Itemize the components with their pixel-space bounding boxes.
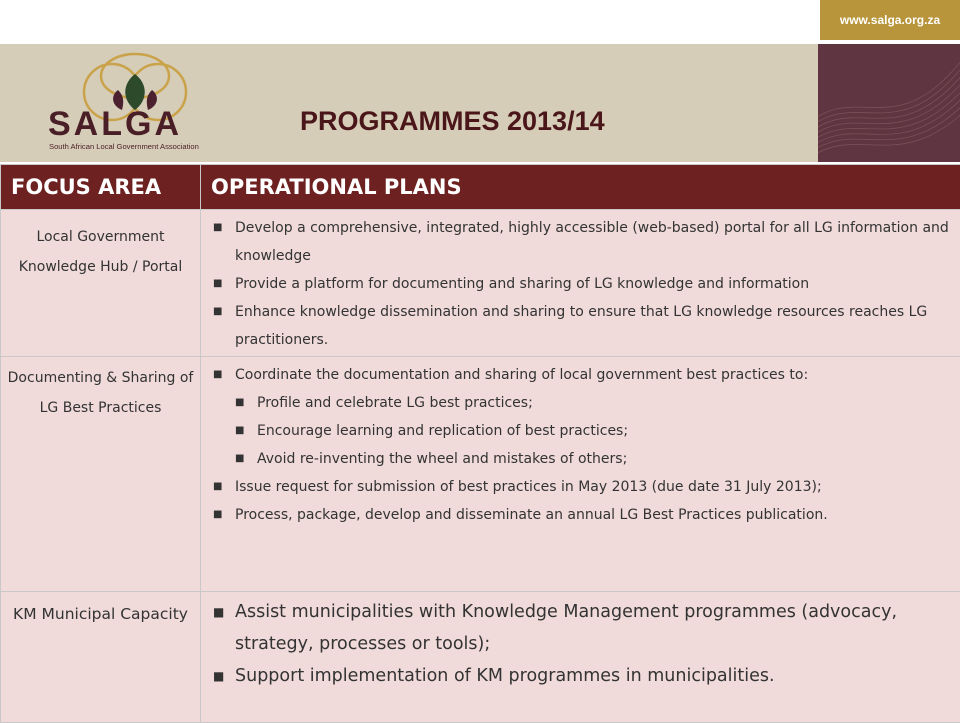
logo-wordmark: SALGA [48,105,182,143]
list-item: ■ Avoid re-inventing the wheel and mistakes of others; [209,445,952,473]
logo-subtitle: South African Local Government Association [49,142,199,151]
column-header-operational-plans: OPERATIONAL PLANS [201,165,960,210]
programmes-table [0,164,960,720]
square-bullet-icon: ■ [235,417,244,445]
table-header-row [1,165,960,210]
square-bullet-icon: ■ [235,445,244,473]
square-bullet-icon: ■ [213,270,222,298]
list-item: ■ Provide a platform for documenting and sharing of LG knowledge and information [209,270,952,298]
operational-plans-cell [201,210,960,357]
column-header-focus-area: FOCUS AREA [1,165,201,210]
square-bullet-icon: ■ [213,596,224,628]
table-row [1,357,960,592]
list-item: ■ Assist municipalities with Knowledge Management programmes (advocacy, strategy, processes or tools); [209,596,952,660]
focus-area-cell: KM Municipal Capacity [1,592,201,723]
list-item: ■ Develop a comprehensive, integrated, highly accessible (web-based) portal for all LG information and knowledge [209,214,952,270]
square-bullet-icon: ■ [213,501,222,529]
square-bullet-icon: ■ [213,298,222,326]
square-bullet-icon: ■ [213,473,222,501]
square-bullet-icon: ■ [213,660,224,692]
square-bullet-icon: ■ [235,389,244,417]
banner-decoration [818,44,960,162]
top-bar [0,0,960,44]
table-row [1,592,960,723]
focus-area-cell: Documenting & Sharing of LG Best Practices [1,357,201,592]
list-item: ■ Process, package, develop and disseminate an annual LG Best Practices publication. [209,501,952,529]
square-bullet-icon: ■ [213,361,222,389]
square-bullet-icon: ■ [213,214,222,242]
website-url[interactable]: www.salga.org.za [820,0,960,40]
list-item: ■ Coordinate the documentation and sharing of local government best practices to: [209,361,952,389]
list-item: ■ Issue request for submission of best practices in May 2013 (due date 31 July 2013); [209,473,952,501]
table-row [1,210,960,357]
focus-area-cell: Local Government Knowledge Hub / Portal [1,210,201,357]
list-item: ■ Enhance knowledge dissemination and sharing to ensure that LG knowledge resources reaches LG practitioners. [209,298,952,354]
page-title: PROGRAMMES 2013/14 [300,106,605,137]
list-item: ■ Profile and celebrate LG best practices; [209,389,952,417]
operational-plans-cell [201,357,960,592]
list-item: ■ Encourage learning and replication of best practices; [209,417,952,445]
salga-logo [40,48,250,154]
list-item: ■ Support implementation of KM programmes in municipalities. [209,660,952,692]
operational-plans-cell [201,592,960,723]
